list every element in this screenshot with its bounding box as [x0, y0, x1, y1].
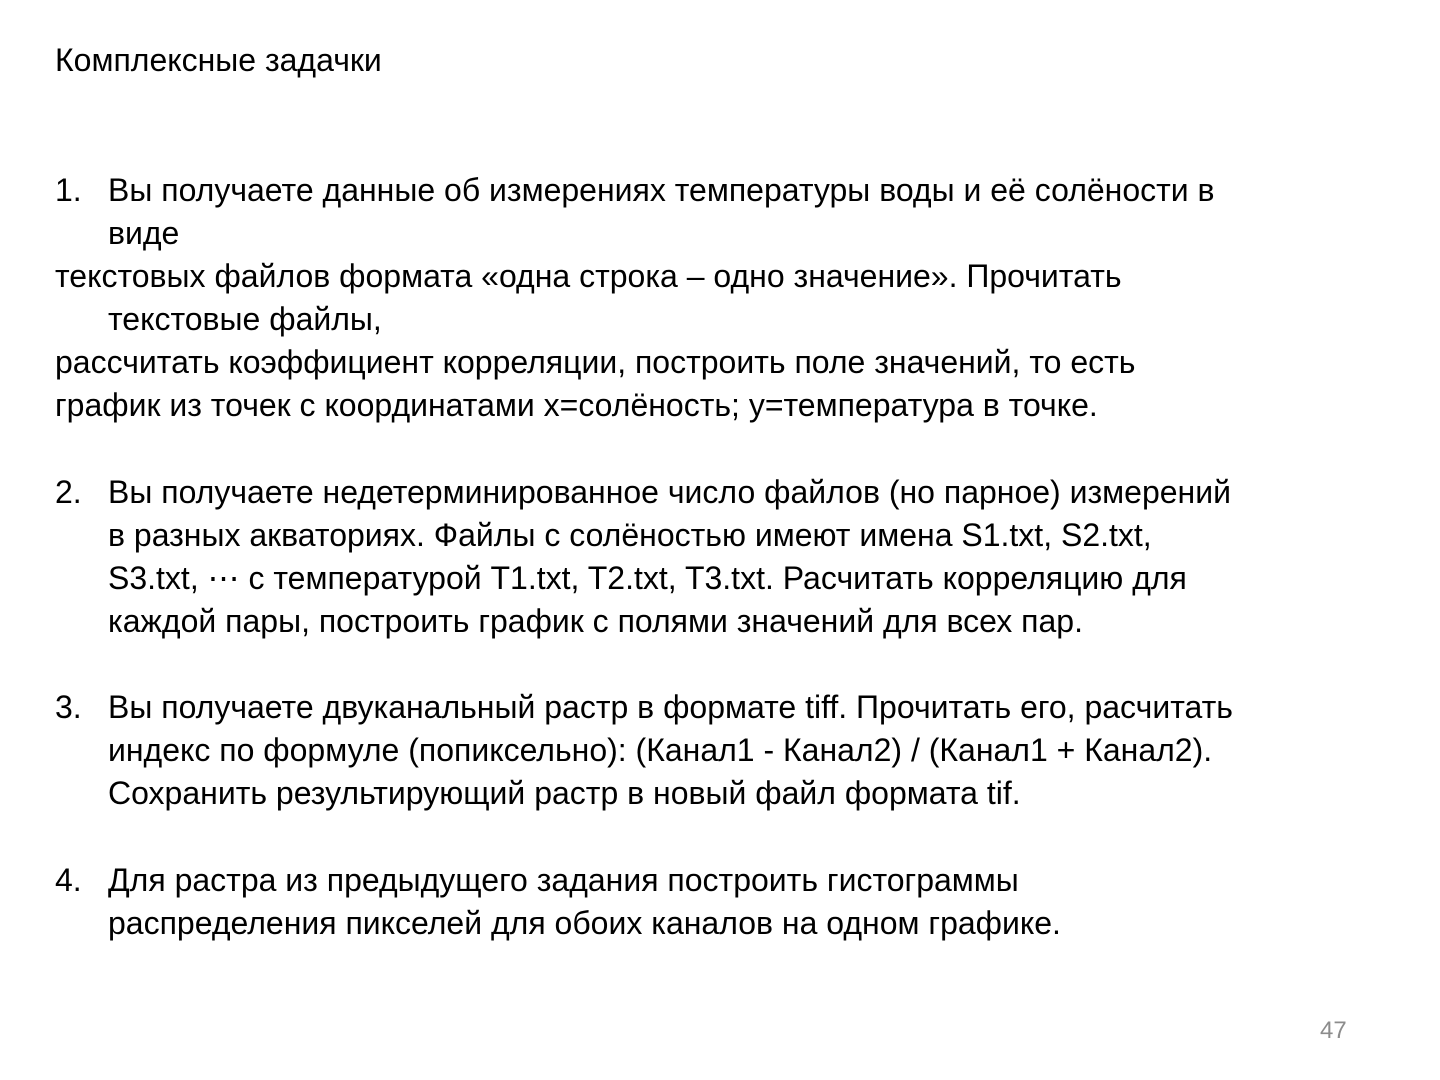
task-1-line-3: текстовых файлов формата «одна строка – одно значение». Прочитать: [55, 258, 1122, 294]
task-1-line-2: виде: [108, 215, 180, 251]
task-2-number: 2.: [55, 474, 82, 510]
task-1-line-1: Вы получаете данные об измерениях температуры воды и её солёности в: [108, 172, 1215, 208]
task-3-line-3: Сохранить результирующий растр в новый файл формата tif.: [108, 775, 1021, 811]
page-number: 47: [1320, 1017, 1347, 1044]
task-2-line-1: Вы получаете недетерминированное число файлов (но парное) измерений: [108, 474, 1231, 510]
task-4-line-1: Для растра из предыдущего задания построить гистограммы: [108, 862, 1019, 898]
task-3-number: 3.: [55, 689, 82, 725]
task-1-line-5: рассчитать коэффициент корреляции, построить поле значений, то есть: [55, 344, 1136, 380]
task-4-number: 4.: [55, 862, 82, 898]
task-2-line-3: S3.txt, ⋯ с температурой T1.txt, T2.txt, T3.txt. Расчитать корреляцию для: [108, 560, 1187, 596]
slide-title: Комплексные задачки: [55, 42, 382, 78]
task-2-line-4: каждой пары, построить график с полями значений для всех пар.: [108, 603, 1083, 639]
task-2-line-2: в разных акваториях. Файлы с солёностью имеют имена S1.txt, S2.txt,: [108, 517, 1152, 553]
task-4-line-2: распределения пикселей для обоих каналов на одном графике.: [108, 905, 1061, 941]
task-1-line-4: текстовые файлы,: [108, 301, 382, 337]
task-3-line-1: Вы получаете двуканальный растр в формате tiff. Прочитать его, расчитать: [108, 689, 1233, 725]
task-1-line-6: график из точек с координатами x=солёность; y=температура в точке.: [55, 387, 1098, 423]
task-3-line-2: индекс по формуле (попиксельно): (Канал1 - Канал2) / (Канал1 + Канал2).: [108, 732, 1213, 768]
task-1-number: 1.: [55, 172, 82, 208]
